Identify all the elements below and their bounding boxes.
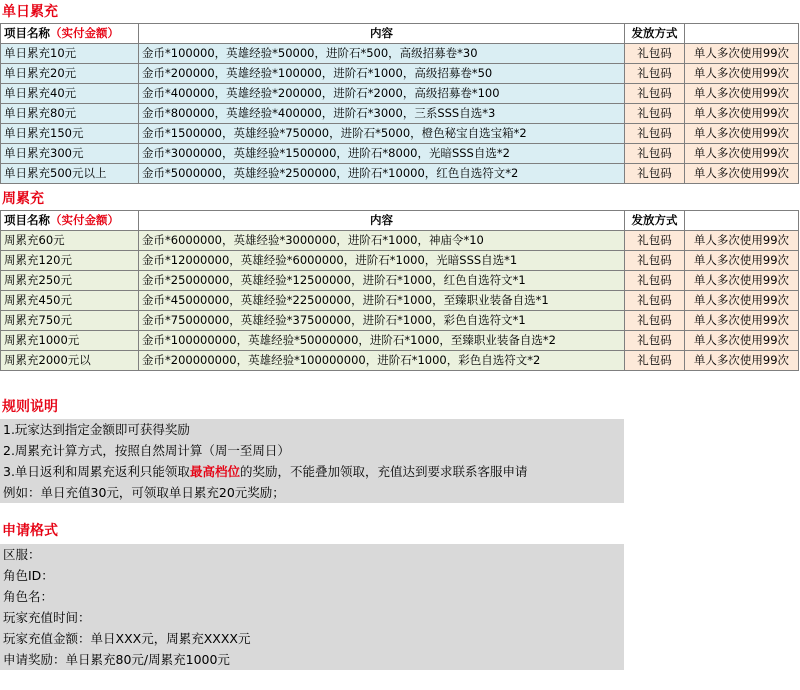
row-content: 金币*100000，英雄经验*50000，进阶石*500，高级招募卷*30: [139, 44, 625, 64]
row-limit: 单人多次使用99次: [685, 124, 799, 144]
header-name-note: （实付金额）: [50, 26, 119, 40]
row-name: 周累充250元: [1, 271, 139, 291]
row-content: 金币*75000000，英雄经验*37500000，进阶石*1000，彩色自选符文*1: [139, 311, 625, 331]
row-name: 周累充120元: [1, 251, 139, 271]
row-limit: 单人多次使用99次: [685, 164, 799, 184]
table-row: [1, 311, 799, 331]
row-method: 礼包码: [625, 291, 685, 311]
table-row: [1, 291, 799, 311]
table-row: [1, 64, 799, 84]
row-content: 金币*200000，英雄经验*100000，进阶石*1000，高级招募卷*50: [139, 64, 625, 84]
row-name: 周累充750元: [1, 311, 139, 331]
row-name: 单日累充10元: [1, 44, 139, 64]
rules-box: [0, 419, 624, 503]
table-row: [1, 44, 799, 64]
header-name: [1, 24, 139, 44]
row-method: 礼包码: [625, 251, 685, 271]
header-limit: [685, 24, 799, 44]
row-content: 金币*25000000，英雄经验*12500000，进阶石*1000，红色自选符文*1: [139, 271, 625, 291]
table-row: [1, 144, 799, 164]
header-method: 发放方式: [625, 24, 685, 44]
table-row: [1, 271, 799, 291]
table-row: [1, 124, 799, 144]
rule-line-4: 例如：单日充值30元，可领取单日累充20元奖励；: [3, 485, 285, 500]
row-content: 金币*1500000，英雄经验*750000，进阶石*5000，橙色秘宝自选宝箱*2: [139, 124, 625, 144]
row-limit: 单人多次使用99次: [685, 311, 799, 331]
table-row: [1, 231, 799, 251]
row-content: 金币*12000000，英雄经验*6000000，进阶石*1000，光暗SSS自选*1: [139, 251, 625, 271]
rule-line-3-pre: 3.单日返利和周累充返利只能领取: [3, 464, 190, 479]
rule-line-1: 1.玩家达到指定金额即可获得奖励: [3, 422, 190, 437]
table-row: [1, 164, 799, 184]
apply-line: 角色名：: [3, 589, 54, 604]
rule-line-3-post: 的奖励，不能叠加领取，充值达到要求联系客服申请: [239, 464, 528, 479]
apply-line: 角色ID：: [3, 568, 54, 583]
row-method: 礼包码: [625, 104, 685, 124]
row-method: 礼包码: [625, 271, 685, 291]
row-limit: 单人多次使用99次: [685, 291, 799, 311]
row-content: 金币*6000000，英雄经验*3000000，进阶石*1000，神庙令*10: [139, 231, 625, 251]
header-method: 发放方式: [625, 211, 685, 231]
row-limit: 单人多次使用99次: [685, 44, 799, 64]
table-row: [1, 251, 799, 271]
row-name: 单日累充150元: [1, 124, 139, 144]
row-content: 金币*5000000，英雄经验*2500000，进阶石*10000，红色自选符文*2: [139, 164, 625, 184]
apply-line: 申请奖励：单日累充80元/周累充1000元: [3, 652, 230, 667]
row-content: 金币*3000000，英雄经验*1500000，进阶石*8000，光暗SSS自选*2: [139, 144, 625, 164]
row-content: 金币*800000，英雄经验*400000，进阶石*3000，三系SSS自选*3: [139, 104, 625, 124]
row-method: 礼包码: [625, 84, 685, 104]
weekly-table: [0, 210, 799, 371]
header-name: [1, 211, 139, 231]
row-method: 礼包码: [625, 164, 685, 184]
daily-section-title: 单日累充: [2, 4, 58, 20]
rule-line-2: 2.周累充计算方式，按照自然周计算（周一至周日）: [3, 443, 290, 458]
apply-line: 玩家充值时间：: [3, 610, 91, 625]
apply-line: 玩家充值金额：单日XXX元，周累充XXXX元: [3, 631, 251, 646]
row-method: 礼包码: [625, 311, 685, 331]
row-method: 礼包码: [625, 124, 685, 144]
row-content: 金币*45000000，英雄经验*22500000，进阶石*1000，至臻职业装备自选*1: [139, 291, 625, 311]
header-content: 内容: [139, 211, 625, 231]
row-content: 金币*200000000，英雄经验*100000000，进阶石*1000，彩色自选符文*2: [139, 351, 625, 371]
rule-line-3-highlight: 最高档位: [189, 464, 240, 479]
row-method: 礼包码: [625, 144, 685, 164]
row-limit: 单人多次使用99次: [685, 104, 799, 124]
header-limit: [685, 211, 799, 231]
apply-section-title: 申请格式: [2, 523, 58, 539]
row-method: 礼包码: [625, 331, 685, 351]
row-content: 金币*400000，英雄经验*200000，进阶石*2000，高级招募卷*100: [139, 84, 625, 104]
row-limit: 单人多次使用99次: [685, 331, 799, 351]
row-name: 周累充60元: [1, 231, 139, 251]
row-limit: 单人多次使用99次: [685, 231, 799, 251]
header-content: 内容: [139, 24, 625, 44]
row-name: 周累充1000元: [1, 331, 139, 351]
row-limit: 单人多次使用99次: [685, 251, 799, 271]
row-name: 周累充450元: [1, 291, 139, 311]
rule-line-3: [0, 461, 624, 482]
row-name: 单日累充300元: [1, 144, 139, 164]
table-row: [1, 331, 799, 351]
daily-header-row: [1, 24, 799, 44]
row-name: 周累充2000元以: [1, 351, 139, 371]
row-name: 单日累充500元以上: [1, 164, 139, 184]
daily-table: [0, 23, 799, 184]
table-row: [1, 351, 799, 371]
header-name-label: 项目名称: [4, 213, 50, 227]
row-name: 单日累充20元: [1, 64, 139, 84]
row-method: 礼包码: [625, 44, 685, 64]
weekly-header-row: [1, 211, 799, 231]
row-method: 礼包码: [625, 351, 685, 371]
row-limit: 单人多次使用99次: [685, 271, 799, 291]
table-row: [1, 104, 799, 124]
row-method: 礼包码: [625, 64, 685, 84]
table-row: [1, 84, 799, 104]
apply-line: 区服：: [3, 547, 41, 562]
row-method: 礼包码: [625, 231, 685, 251]
rules-section-title: 规则说明: [2, 399, 58, 415]
row-content: 金币*100000000，英雄经验*50000000，进阶石*1000，至臻职业装备自选*2: [139, 331, 625, 351]
row-limit: 单人多次使用99次: [685, 64, 799, 84]
weekly-section-title: 周累充: [2, 191, 44, 207]
row-limit: 单人多次使用99次: [685, 351, 799, 371]
row-limit: 单人多次使用99次: [685, 144, 799, 164]
row-name: 单日累充80元: [1, 104, 139, 124]
row-name: 单日累充40元: [1, 84, 139, 104]
header-name-label: 项目名称: [4, 26, 50, 40]
header-name-note: （实付金额）: [50, 213, 119, 227]
apply-box: [0, 544, 624, 670]
row-limit: 单人多次使用99次: [685, 84, 799, 104]
